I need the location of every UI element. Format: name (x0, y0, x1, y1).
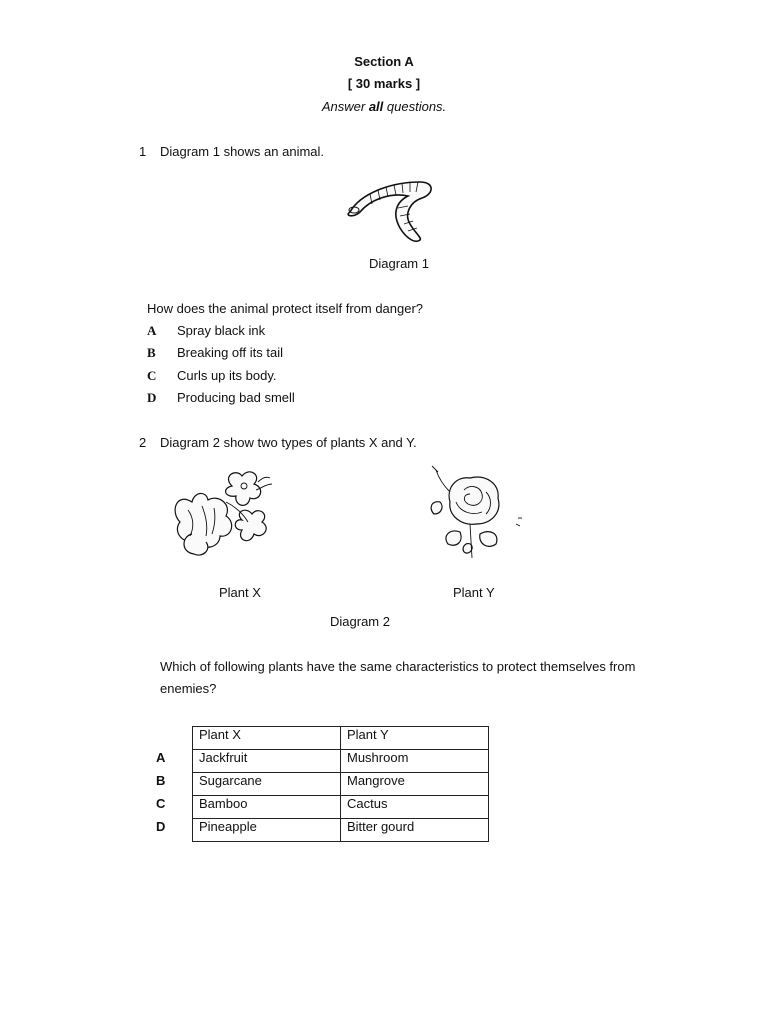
q1-option-a-text: Spray black ink (177, 323, 266, 338)
section-title: Section A (354, 54, 414, 69)
q2-question-line1: Which of following plants have the same characteristics to protect themselves from (160, 659, 636, 674)
plant-x-illustration (162, 462, 282, 560)
q1-number: 1 (139, 144, 147, 159)
diagram1-caption: Diagram 1 (369, 256, 429, 271)
q1-option-c-letter: C (147, 368, 157, 383)
plant-y-illustration (420, 462, 524, 560)
instruction-pre: Answer (321, 99, 369, 114)
q1-option-b-text: Breaking off its tail (177, 345, 283, 360)
diagram2-caption: Diagram 2 (330, 614, 390, 629)
q1-question: How does the animal protect itself from danger? (147, 301, 424, 316)
table-cell-plant-y: Bitter gourd (341, 819, 489, 842)
table-cell-plant-x: Sugarcane (193, 773, 341, 796)
instruction-post: questions. (383, 99, 447, 114)
q2-row-letter-b: B (156, 773, 166, 788)
q1-option-d-text: Producing bad smell (177, 390, 295, 405)
q2-number: 2 (139, 435, 147, 450)
q1-option-a-letter: A (147, 323, 157, 338)
table-header-plant-x: Plant X (193, 727, 341, 750)
table-cell-plant-x: Bamboo (193, 796, 341, 819)
instruction (0, 99, 768, 114)
q2-row-letter-d: D (156, 819, 166, 834)
table-header-row (193, 727, 489, 750)
table-header-plant-y: Plant Y (341, 727, 489, 750)
q1-option-c-text: Curls up its body. (177, 368, 277, 383)
plant-y-label: Plant Y (453, 585, 495, 600)
table-cell-plant-y: Mushroom (341, 750, 489, 773)
answer-table (192, 726, 489, 842)
q1-option-b-letter: B (147, 345, 156, 360)
table-row (193, 773, 489, 796)
worm-illustration (330, 172, 456, 248)
table-row (193, 796, 489, 819)
table-cell-plant-y: Mangrove (341, 773, 489, 796)
q2-stem: Diagram 2 show two types of plants X and Y. (160, 435, 417, 450)
q2-row-letter-c: C (156, 796, 166, 811)
q1-stem: Diagram 1 shows an animal. (160, 144, 325, 159)
table-row (193, 819, 489, 842)
plant-x-label: Plant X (219, 585, 261, 600)
marks-label: [ 30 marks ] (347, 76, 421, 91)
q1-option-d-letter: D (147, 390, 157, 405)
table-cell-plant-x: Pineapple (193, 819, 341, 842)
instruction-bold: all (368, 99, 384, 114)
table-cell-plant-x: Jackfruit (193, 750, 341, 773)
table-row (193, 750, 489, 773)
q2-question-line2: enemies? (160, 681, 217, 696)
q2-row-letter-a: A (156, 750, 166, 765)
table-cell-plant-y: Cactus (341, 796, 489, 819)
